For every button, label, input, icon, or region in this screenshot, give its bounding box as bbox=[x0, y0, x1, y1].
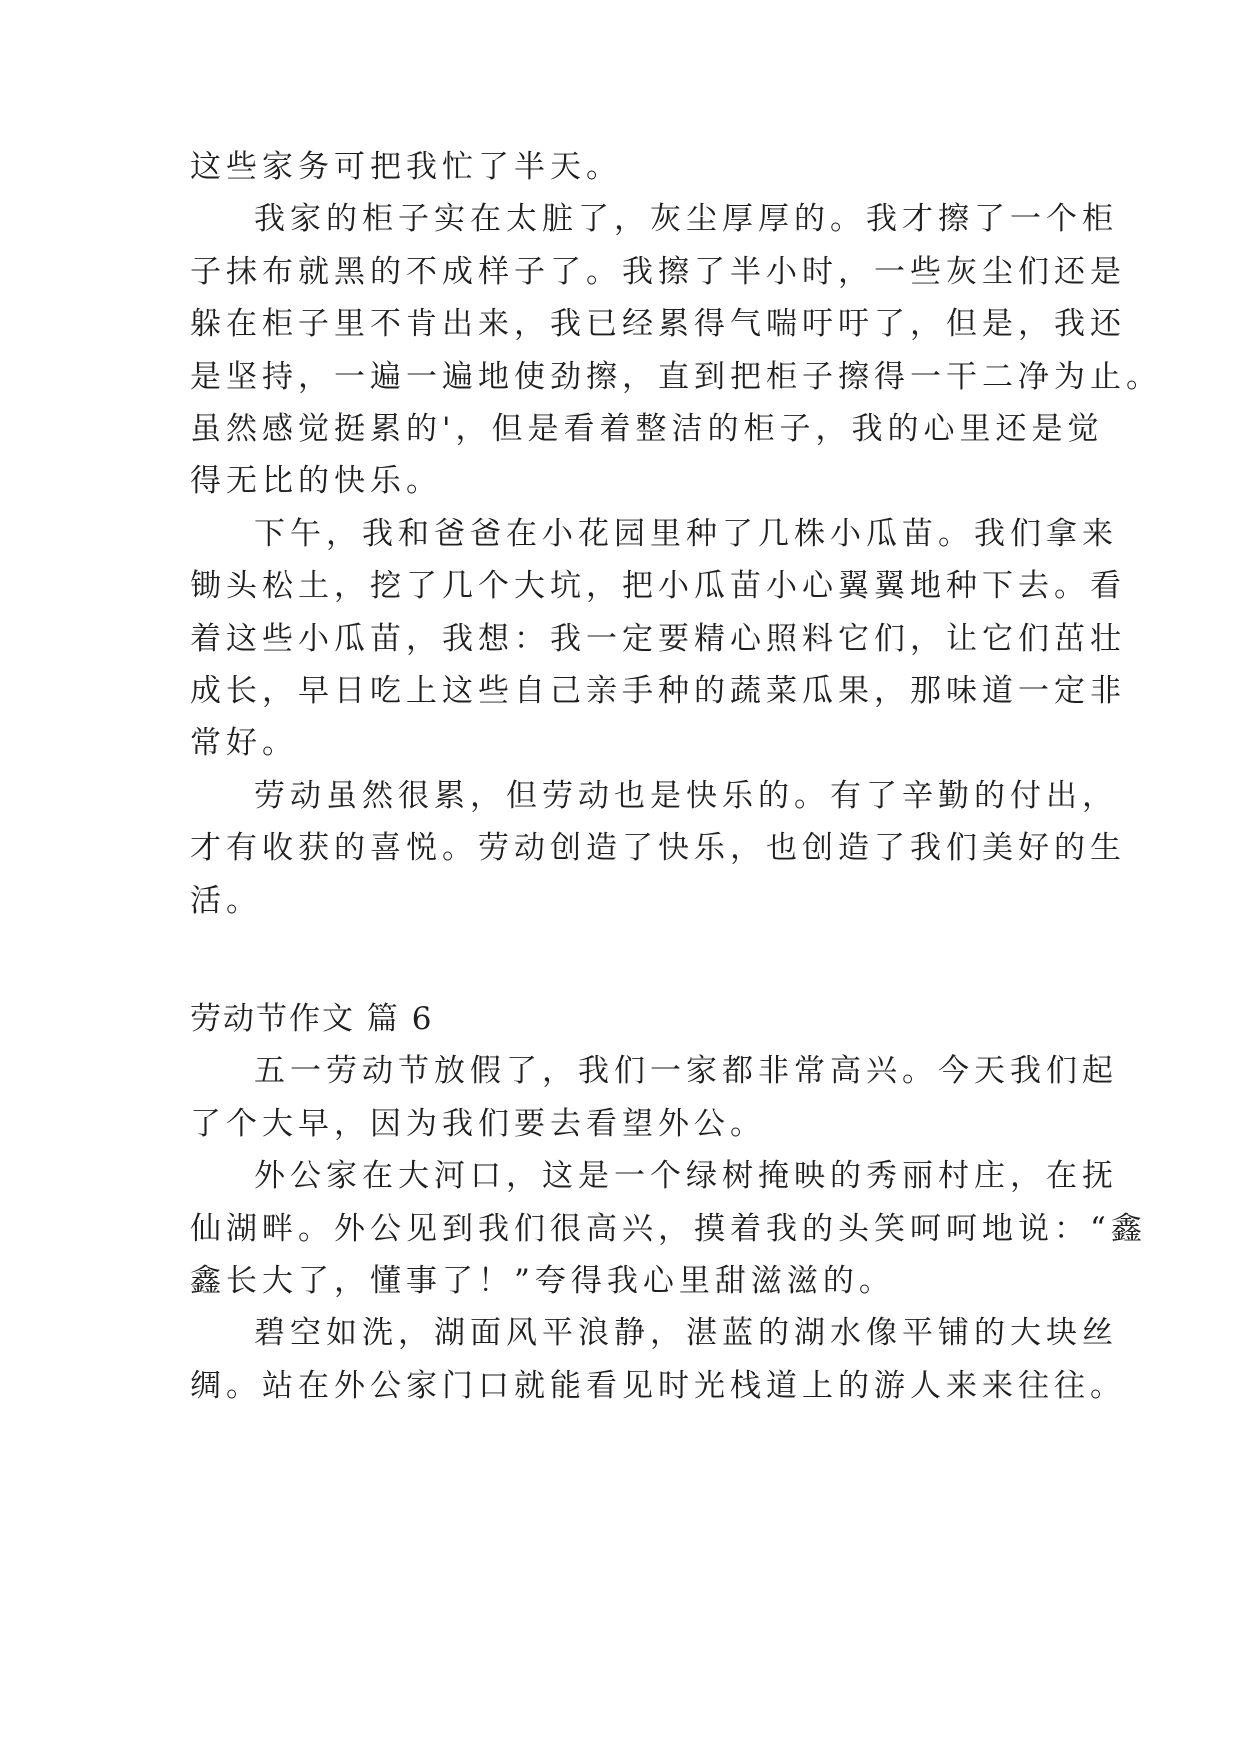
text-line: 我家的柜子实在太脏了，灰尘厚厚的。我才擦了一个柜 bbox=[254, 201, 1118, 237]
text-line: 仙湖畔。外公见到我们很高兴，摸着我的头笑呵呵地说：“鑫 bbox=[190, 1211, 1147, 1247]
text-line: 五一劳动节放假了，我们一家都非常高兴。今天我们起 bbox=[254, 1053, 1118, 1089]
text-line: 是坚持，一遍一遍地使劲擦，直到把柜子擦得一干二净为止。 bbox=[190, 359, 1162, 395]
text-line: 子抹布就黑的不成样子了。我擦了半小时，一些灰尘们还是 bbox=[190, 254, 1126, 290]
text-line: 了个大早，因为我们要去看望外公。 bbox=[190, 1106, 766, 1142]
text-line: 躲在柜子里不肯出来，我已经累得气喘吁吁了，但是，我还 bbox=[190, 306, 1126, 342]
section-heading: 劳动节作文 篇 6 bbox=[190, 1001, 434, 1037]
text-line: 着这些小瓜苗，我想：我一定要精心照料它们，让它们茁壮 bbox=[190, 621, 1126, 657]
text-line: 得无比的快乐。 bbox=[190, 463, 442, 499]
text-line: 成长，早日吃上这些自己亲手种的蔬菜瓜果，那味道一定非 bbox=[190, 673, 1126, 709]
text-line: 虽然感觉挺累的'，但是看着整洁的柜子，我的心里还是觉 bbox=[190, 411, 1104, 447]
text-line: 劳动虽然很累，但劳动也是快乐的。有了辛勤的付出， bbox=[254, 778, 1118, 814]
text-line: 外公家在大河口，这是一个绿树掩映的秀丽村庄，在抚 bbox=[254, 1158, 1118, 1194]
text-line: 这些家务可把我忙了半天。 bbox=[190, 149, 622, 185]
text-line: 碧空如洗，湖面风平浪静，湛蓝的湖水像平铺的大块丝 bbox=[254, 1315, 1118, 1351]
text-line: 鑫长大了，懂事了！”夸得我心里甜滋滋的。 bbox=[190, 1263, 895, 1299]
text-line: 活。 bbox=[190, 883, 262, 919]
text-line: 常好。 bbox=[190, 725, 298, 761]
text-line: 锄头松土，挖了几个大坑，把小瓜苗小心翼翼地种下去。看 bbox=[190, 568, 1126, 604]
text-line: 下午，我和爸爸在小花园里种了几株小瓜苗。我们拿来 bbox=[254, 516, 1118, 552]
text-line: 才有收获的喜悦。劳动创造了快乐，也创造了我们美好的生 bbox=[190, 830, 1126, 866]
text-line: 绸。站在外公家门口就能看见时光栈道上的游人来来往往。 bbox=[190, 1368, 1126, 1404]
